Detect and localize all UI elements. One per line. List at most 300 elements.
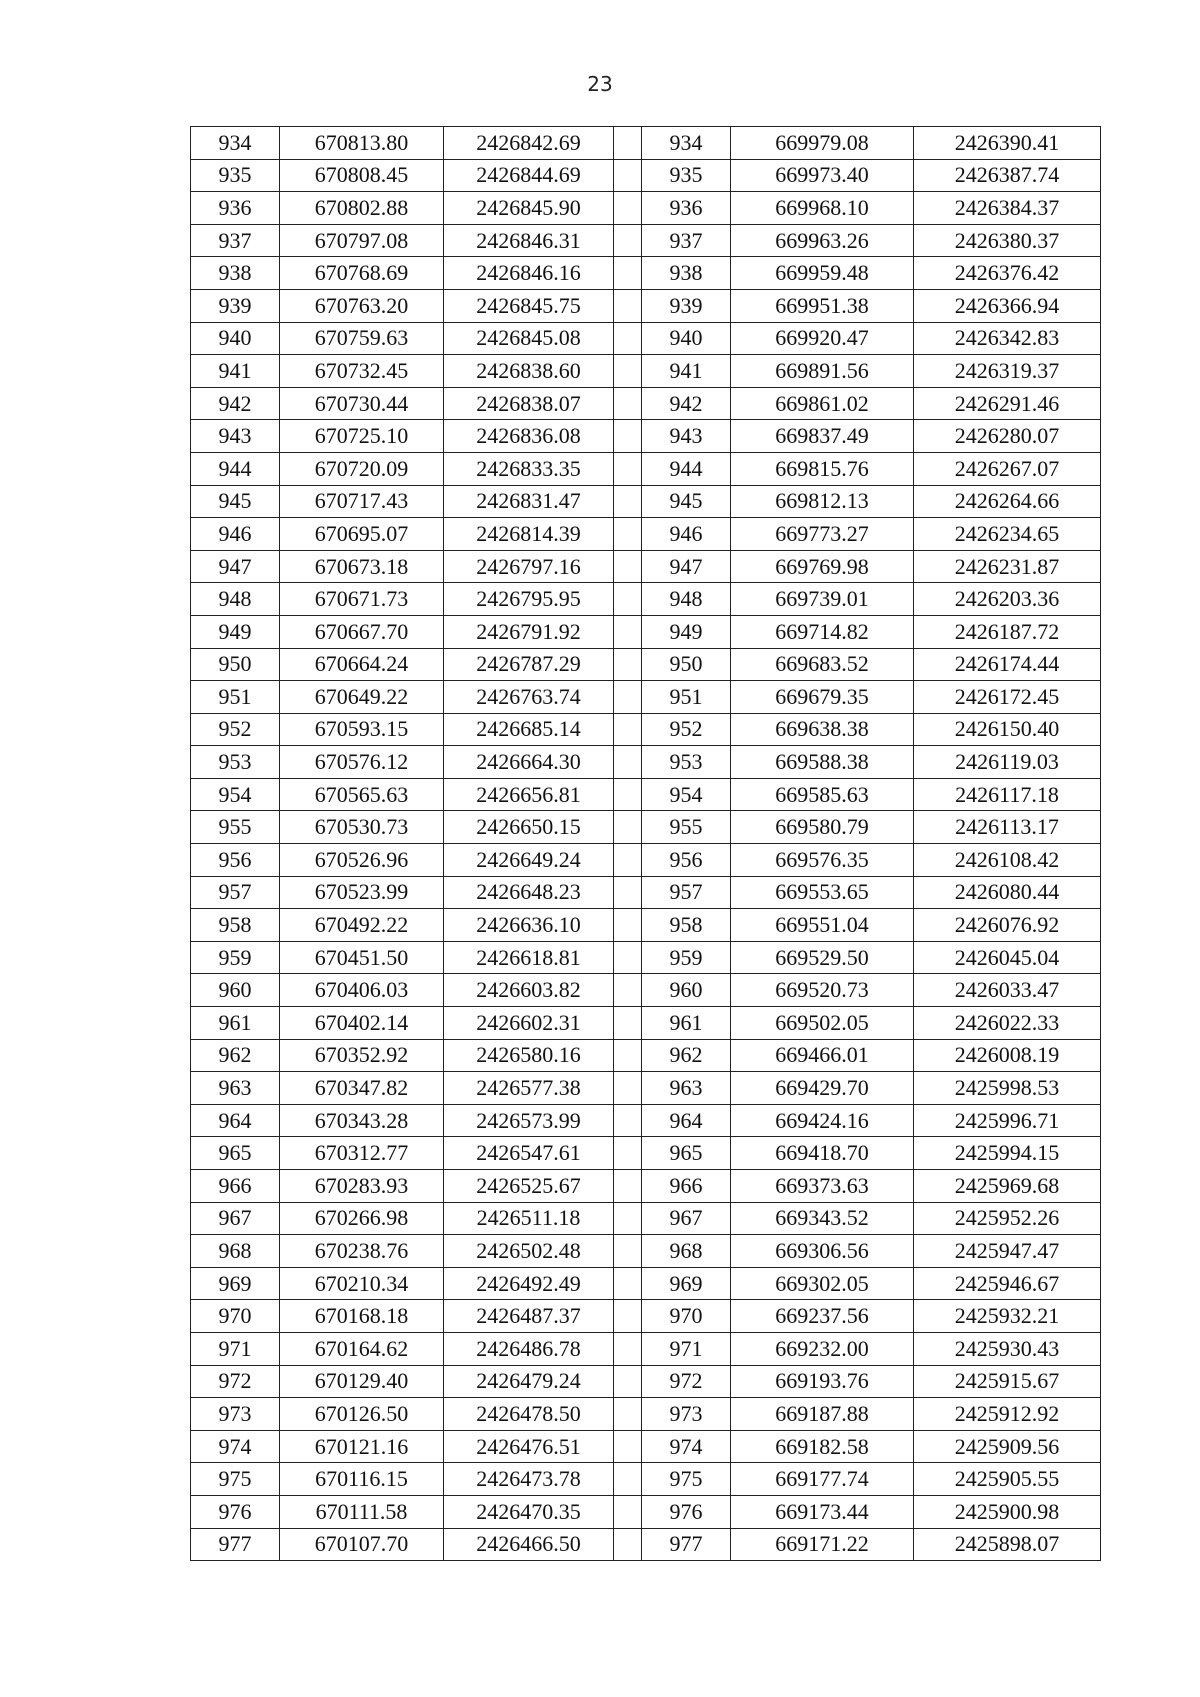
table-row bbox=[191, 876, 1101, 909]
left-point-id: 950 bbox=[191, 648, 280, 681]
left-point-id: 957 bbox=[191, 876, 280, 909]
right-y-coordinate: 2426231.87 bbox=[914, 550, 1101, 583]
page-number: 23 bbox=[587, 72, 613, 96]
left-x-coordinate: 670526.96 bbox=[280, 844, 444, 877]
table-row bbox=[191, 1104, 1101, 1137]
left-point-id: 943 bbox=[191, 420, 280, 453]
left-point-id: 954 bbox=[191, 778, 280, 811]
right-point-id: 954 bbox=[642, 778, 731, 811]
right-x-coordinate: 669812.13 bbox=[731, 485, 914, 518]
left-x-coordinate: 670129.40 bbox=[280, 1365, 444, 1398]
right-x-coordinate: 669502.05 bbox=[731, 1007, 914, 1040]
right-y-coordinate: 2425946.67 bbox=[914, 1267, 1101, 1300]
left-point-id: 963 bbox=[191, 1072, 280, 1105]
spacer-cell bbox=[614, 192, 642, 225]
right-y-coordinate: 2425947.47 bbox=[914, 1235, 1101, 1268]
spacer-cell bbox=[614, 1300, 642, 1333]
spacer-cell bbox=[614, 876, 642, 909]
right-y-coordinate: 2426280.07 bbox=[914, 420, 1101, 453]
left-point-id: 958 bbox=[191, 909, 280, 942]
right-y-coordinate: 2426117.18 bbox=[914, 778, 1101, 811]
left-point-id: 953 bbox=[191, 746, 280, 779]
left-y-coordinate: 2426511.18 bbox=[444, 1202, 614, 1235]
right-point-id: 966 bbox=[642, 1170, 731, 1203]
right-point-id: 976 bbox=[642, 1495, 731, 1528]
right-point-id: 972 bbox=[642, 1365, 731, 1398]
left-y-coordinate: 2426844.69 bbox=[444, 159, 614, 192]
table-row bbox=[191, 681, 1101, 714]
right-y-coordinate: 2425952.26 bbox=[914, 1202, 1101, 1235]
spacer-cell bbox=[614, 1528, 642, 1561]
right-y-coordinate: 2426033.47 bbox=[914, 974, 1101, 1007]
table-row bbox=[191, 355, 1101, 388]
spacer-cell bbox=[614, 681, 642, 714]
left-y-coordinate: 2426685.14 bbox=[444, 713, 614, 746]
left-y-coordinate: 2426580.16 bbox=[444, 1039, 614, 1072]
left-point-id: 974 bbox=[191, 1430, 280, 1463]
table-row bbox=[191, 1463, 1101, 1496]
spacer-cell bbox=[614, 257, 642, 290]
right-x-coordinate: 669959.48 bbox=[731, 257, 914, 290]
left-point-id: 949 bbox=[191, 615, 280, 648]
right-x-coordinate: 669306.56 bbox=[731, 1235, 914, 1268]
left-y-coordinate: 2426478.50 bbox=[444, 1398, 614, 1431]
left-y-coordinate: 2426763.74 bbox=[444, 681, 614, 714]
right-y-coordinate: 2425898.07 bbox=[914, 1528, 1101, 1561]
right-point-id: 964 bbox=[642, 1104, 731, 1137]
left-y-coordinate: 2426473.78 bbox=[444, 1463, 614, 1496]
left-y-coordinate: 2426649.24 bbox=[444, 844, 614, 877]
left-point-id: 965 bbox=[191, 1137, 280, 1170]
spacer-cell bbox=[614, 583, 642, 616]
spacer-cell bbox=[614, 550, 642, 583]
table-row bbox=[191, 1430, 1101, 1463]
table-row bbox=[191, 159, 1101, 192]
right-x-coordinate: 669553.65 bbox=[731, 876, 914, 909]
right-y-coordinate: 2426113.17 bbox=[914, 811, 1101, 844]
left-x-coordinate: 670732.45 bbox=[280, 355, 444, 388]
left-y-coordinate: 2426476.51 bbox=[444, 1430, 614, 1463]
table-row bbox=[191, 1170, 1101, 1203]
left-point-id: 977 bbox=[191, 1528, 280, 1561]
right-point-id: 942 bbox=[642, 387, 731, 420]
spacer-cell bbox=[614, 1007, 642, 1040]
right-x-coordinate: 669963.26 bbox=[731, 224, 914, 257]
right-point-id: 974 bbox=[642, 1430, 731, 1463]
right-point-id: 953 bbox=[642, 746, 731, 779]
right-y-coordinate: 2425998.53 bbox=[914, 1072, 1101, 1105]
right-x-coordinate: 669529.50 bbox=[731, 941, 914, 974]
table-row bbox=[191, 1398, 1101, 1431]
table-row bbox=[191, 485, 1101, 518]
left-x-coordinate: 670107.70 bbox=[280, 1528, 444, 1561]
right-y-coordinate: 2425932.21 bbox=[914, 1300, 1101, 1333]
table-row bbox=[191, 648, 1101, 681]
left-x-coordinate: 670671.73 bbox=[280, 583, 444, 616]
table-row bbox=[191, 1072, 1101, 1105]
right-y-coordinate: 2425996.71 bbox=[914, 1104, 1101, 1137]
table-row bbox=[191, 909, 1101, 942]
spacer-cell bbox=[614, 387, 642, 420]
left-y-coordinate: 2426838.07 bbox=[444, 387, 614, 420]
left-point-id: 971 bbox=[191, 1332, 280, 1365]
spacer-cell bbox=[614, 1267, 642, 1300]
left-point-id: 969 bbox=[191, 1267, 280, 1300]
right-x-coordinate: 669968.10 bbox=[731, 192, 914, 225]
right-point-id: 939 bbox=[642, 289, 731, 322]
spacer-cell bbox=[614, 844, 642, 877]
spacer-cell bbox=[614, 1430, 642, 1463]
spacer-cell bbox=[614, 615, 642, 648]
spacer-cell bbox=[614, 518, 642, 551]
left-y-coordinate: 2426836.08 bbox=[444, 420, 614, 453]
right-point-id: 945 bbox=[642, 485, 731, 518]
left-y-coordinate: 2426814.39 bbox=[444, 518, 614, 551]
left-point-id: 939 bbox=[191, 289, 280, 322]
right-x-coordinate: 669373.63 bbox=[731, 1170, 914, 1203]
left-point-id: 942 bbox=[191, 387, 280, 420]
right-y-coordinate: 2426108.42 bbox=[914, 844, 1101, 877]
right-x-coordinate: 669302.05 bbox=[731, 1267, 914, 1300]
spacer-cell bbox=[614, 289, 642, 322]
left-x-coordinate: 670283.93 bbox=[280, 1170, 444, 1203]
right-point-id: 960 bbox=[642, 974, 731, 1007]
right-y-coordinate: 2426390.41 bbox=[914, 127, 1101, 160]
left-point-id: 967 bbox=[191, 1202, 280, 1235]
spacer-cell bbox=[614, 127, 642, 160]
spacer-cell bbox=[614, 1332, 642, 1365]
left-x-coordinate: 670238.76 bbox=[280, 1235, 444, 1268]
spacer-cell bbox=[614, 746, 642, 779]
left-x-coordinate: 670530.73 bbox=[280, 811, 444, 844]
left-x-coordinate: 670111.58 bbox=[280, 1495, 444, 1528]
right-x-coordinate: 669171.22 bbox=[731, 1528, 914, 1561]
right-point-id: 955 bbox=[642, 811, 731, 844]
left-x-coordinate: 670649.22 bbox=[280, 681, 444, 714]
right-y-coordinate: 2426267.07 bbox=[914, 452, 1101, 485]
left-x-coordinate: 670797.08 bbox=[280, 224, 444, 257]
left-point-id: 945 bbox=[191, 485, 280, 518]
spacer-cell bbox=[614, 974, 642, 1007]
left-x-coordinate: 670406.03 bbox=[280, 974, 444, 1007]
left-y-coordinate: 2426650.15 bbox=[444, 811, 614, 844]
right-x-coordinate: 669551.04 bbox=[731, 909, 914, 942]
right-y-coordinate: 2426234.65 bbox=[914, 518, 1101, 551]
left-y-coordinate: 2426502.48 bbox=[444, 1235, 614, 1268]
spacer-cell bbox=[614, 1202, 642, 1235]
right-point-id: 941 bbox=[642, 355, 731, 388]
right-x-coordinate: 669979.08 bbox=[731, 127, 914, 160]
left-point-id: 962 bbox=[191, 1039, 280, 1072]
table-row bbox=[191, 322, 1101, 355]
left-y-coordinate: 2426577.38 bbox=[444, 1072, 614, 1105]
spacer-cell bbox=[614, 1235, 642, 1268]
right-point-id: 957 bbox=[642, 876, 731, 909]
left-y-coordinate: 2426618.81 bbox=[444, 941, 614, 974]
left-point-id: 964 bbox=[191, 1104, 280, 1137]
spacer-cell bbox=[614, 1398, 642, 1431]
spacer-cell bbox=[614, 909, 642, 942]
left-point-id: 970 bbox=[191, 1300, 280, 1333]
table-row bbox=[191, 452, 1101, 485]
spacer-cell bbox=[614, 648, 642, 681]
spacer-cell bbox=[614, 1170, 642, 1203]
left-y-coordinate: 2426648.23 bbox=[444, 876, 614, 909]
left-y-coordinate: 2426664.30 bbox=[444, 746, 614, 779]
right-point-id: 938 bbox=[642, 257, 731, 290]
left-x-coordinate: 670576.12 bbox=[280, 746, 444, 779]
right-point-id: 971 bbox=[642, 1332, 731, 1365]
table-row bbox=[191, 615, 1101, 648]
table-row bbox=[191, 1495, 1101, 1528]
right-y-coordinate: 2426342.83 bbox=[914, 322, 1101, 355]
right-x-coordinate: 669679.35 bbox=[731, 681, 914, 714]
left-x-coordinate: 670565.63 bbox=[280, 778, 444, 811]
table-row bbox=[191, 1332, 1101, 1365]
right-x-coordinate: 669193.76 bbox=[731, 1365, 914, 1398]
table-row bbox=[191, 192, 1101, 225]
right-point-id: 946 bbox=[642, 518, 731, 551]
table-row bbox=[191, 1300, 1101, 1333]
right-x-coordinate: 669973.40 bbox=[731, 159, 914, 192]
table-row bbox=[191, 1007, 1101, 1040]
left-x-coordinate: 670720.09 bbox=[280, 452, 444, 485]
right-point-id: 934 bbox=[642, 127, 731, 160]
right-y-coordinate: 2426008.19 bbox=[914, 1039, 1101, 1072]
right-y-coordinate: 2426119.03 bbox=[914, 746, 1101, 779]
right-x-coordinate: 669891.56 bbox=[731, 355, 914, 388]
left-x-coordinate: 670802.88 bbox=[280, 192, 444, 225]
table-row bbox=[191, 257, 1101, 290]
right-y-coordinate: 2426380.37 bbox=[914, 224, 1101, 257]
table-row bbox=[191, 127, 1101, 160]
right-point-id: 958 bbox=[642, 909, 731, 942]
left-y-coordinate: 2426787.29 bbox=[444, 648, 614, 681]
spacer-cell bbox=[614, 941, 642, 974]
left-point-id: 973 bbox=[191, 1398, 280, 1431]
table-row bbox=[191, 1235, 1101, 1268]
left-y-coordinate: 2426547.61 bbox=[444, 1137, 614, 1170]
right-point-id: 944 bbox=[642, 452, 731, 485]
left-point-id: 966 bbox=[191, 1170, 280, 1203]
right-y-coordinate: 2426387.74 bbox=[914, 159, 1101, 192]
left-x-coordinate: 670695.07 bbox=[280, 518, 444, 551]
left-x-coordinate: 670725.10 bbox=[280, 420, 444, 453]
left-y-coordinate: 2426795.95 bbox=[444, 583, 614, 616]
right-y-coordinate: 2426384.37 bbox=[914, 192, 1101, 225]
left-y-coordinate: 2426602.31 bbox=[444, 1007, 614, 1040]
right-point-id: 936 bbox=[642, 192, 731, 225]
right-y-coordinate: 2426203.36 bbox=[914, 583, 1101, 616]
right-x-coordinate: 669861.02 bbox=[731, 387, 914, 420]
spacer-cell bbox=[614, 1039, 642, 1072]
right-x-coordinate: 669466.01 bbox=[731, 1039, 914, 1072]
left-y-coordinate: 2426656.81 bbox=[444, 778, 614, 811]
table-row bbox=[191, 1528, 1101, 1561]
right-point-id: 952 bbox=[642, 713, 731, 746]
right-point-id: 977 bbox=[642, 1528, 731, 1561]
left-x-coordinate: 670347.82 bbox=[280, 1072, 444, 1105]
left-x-coordinate: 670116.15 bbox=[280, 1463, 444, 1496]
spacer-cell bbox=[614, 420, 642, 453]
right-y-coordinate: 2425905.55 bbox=[914, 1463, 1101, 1496]
left-x-coordinate: 670210.34 bbox=[280, 1267, 444, 1300]
left-point-id: 959 bbox=[191, 941, 280, 974]
left-y-coordinate: 2426479.24 bbox=[444, 1365, 614, 1398]
right-point-id: 969 bbox=[642, 1267, 731, 1300]
right-y-coordinate: 2426076.92 bbox=[914, 909, 1101, 942]
left-x-coordinate: 670763.20 bbox=[280, 289, 444, 322]
left-y-coordinate: 2426525.67 bbox=[444, 1170, 614, 1203]
right-y-coordinate: 2426319.37 bbox=[914, 355, 1101, 388]
left-x-coordinate: 670343.28 bbox=[280, 1104, 444, 1137]
right-x-coordinate: 669580.79 bbox=[731, 811, 914, 844]
right-y-coordinate: 2426045.04 bbox=[914, 941, 1101, 974]
right-x-coordinate: 669769.98 bbox=[731, 550, 914, 583]
right-point-id: 950 bbox=[642, 648, 731, 681]
right-point-id: 956 bbox=[642, 844, 731, 877]
right-point-id: 962 bbox=[642, 1039, 731, 1072]
left-x-coordinate: 670717.43 bbox=[280, 485, 444, 518]
right-point-id: 967 bbox=[642, 1202, 731, 1235]
left-y-coordinate: 2426636.10 bbox=[444, 909, 614, 942]
right-point-id: 947 bbox=[642, 550, 731, 583]
right-x-coordinate: 669837.49 bbox=[731, 420, 914, 453]
right-point-id: 961 bbox=[642, 1007, 731, 1040]
table-row bbox=[191, 974, 1101, 1007]
right-point-id: 940 bbox=[642, 322, 731, 355]
right-x-coordinate: 669920.47 bbox=[731, 322, 914, 355]
right-point-id: 963 bbox=[642, 1072, 731, 1105]
spacer-cell bbox=[614, 485, 642, 518]
left-y-coordinate: 2426791.92 bbox=[444, 615, 614, 648]
left-y-coordinate: 2426831.47 bbox=[444, 485, 614, 518]
left-point-id: 951 bbox=[191, 681, 280, 714]
left-y-coordinate: 2426846.31 bbox=[444, 224, 614, 257]
spacer-cell bbox=[614, 713, 642, 746]
left-point-id: 937 bbox=[191, 224, 280, 257]
left-x-coordinate: 670168.18 bbox=[280, 1300, 444, 1333]
right-y-coordinate: 2426291.46 bbox=[914, 387, 1101, 420]
left-point-id: 947 bbox=[191, 550, 280, 583]
right-point-id: 970 bbox=[642, 1300, 731, 1333]
right-point-id: 975 bbox=[642, 1463, 731, 1496]
right-y-coordinate: 2426174.44 bbox=[914, 648, 1101, 681]
table-row bbox=[191, 746, 1101, 779]
spacer-cell bbox=[614, 224, 642, 257]
spacer-cell bbox=[614, 355, 642, 388]
left-x-coordinate: 670492.22 bbox=[280, 909, 444, 942]
table-row bbox=[191, 387, 1101, 420]
right-x-coordinate: 669343.52 bbox=[731, 1202, 914, 1235]
right-y-coordinate: 2426264.66 bbox=[914, 485, 1101, 518]
table-row bbox=[191, 1365, 1101, 1398]
spacer-cell bbox=[614, 1463, 642, 1496]
table-row bbox=[191, 844, 1101, 877]
spacer-cell bbox=[614, 159, 642, 192]
left-point-id: 960 bbox=[191, 974, 280, 1007]
left-y-coordinate: 2426573.99 bbox=[444, 1104, 614, 1137]
right-y-coordinate: 2426187.72 bbox=[914, 615, 1101, 648]
left-y-coordinate: 2426845.75 bbox=[444, 289, 614, 322]
left-x-coordinate: 670451.50 bbox=[280, 941, 444, 974]
left-y-coordinate: 2426487.37 bbox=[444, 1300, 614, 1333]
right-point-id: 965 bbox=[642, 1137, 731, 1170]
left-x-coordinate: 670523.99 bbox=[280, 876, 444, 909]
left-point-id: 944 bbox=[191, 452, 280, 485]
left-x-coordinate: 670664.24 bbox=[280, 648, 444, 681]
left-x-coordinate: 670759.63 bbox=[280, 322, 444, 355]
left-point-id: 934 bbox=[191, 127, 280, 160]
spacer-cell bbox=[614, 452, 642, 485]
table-row bbox=[191, 289, 1101, 322]
right-point-id: 949 bbox=[642, 615, 731, 648]
left-point-id: 941 bbox=[191, 355, 280, 388]
right-y-coordinate: 2425915.67 bbox=[914, 1365, 1101, 1398]
right-y-coordinate: 2426172.45 bbox=[914, 681, 1101, 714]
table-row bbox=[191, 941, 1101, 974]
left-x-coordinate: 670730.44 bbox=[280, 387, 444, 420]
right-y-coordinate: 2426376.42 bbox=[914, 257, 1101, 290]
left-y-coordinate: 2426603.82 bbox=[444, 974, 614, 1007]
right-y-coordinate: 2426366.94 bbox=[914, 289, 1101, 322]
right-y-coordinate: 2425969.68 bbox=[914, 1170, 1101, 1203]
left-point-id: 935 bbox=[191, 159, 280, 192]
right-y-coordinate: 2426150.40 bbox=[914, 713, 1101, 746]
left-point-id: 952 bbox=[191, 713, 280, 746]
left-x-coordinate: 670768.69 bbox=[280, 257, 444, 290]
left-y-coordinate: 2426838.60 bbox=[444, 355, 614, 388]
left-x-coordinate: 670164.62 bbox=[280, 1332, 444, 1365]
table-row bbox=[191, 420, 1101, 453]
spacer-cell bbox=[614, 1137, 642, 1170]
spacer-cell bbox=[614, 778, 642, 811]
right-x-coordinate: 669714.82 bbox=[731, 615, 914, 648]
right-point-id: 937 bbox=[642, 224, 731, 257]
right-y-coordinate: 2425909.56 bbox=[914, 1430, 1101, 1463]
right-x-coordinate: 669418.70 bbox=[731, 1137, 914, 1170]
right-point-id: 959 bbox=[642, 941, 731, 974]
table-row bbox=[191, 1267, 1101, 1300]
spacer-cell bbox=[614, 1495, 642, 1528]
table-row bbox=[191, 1137, 1101, 1170]
right-x-coordinate: 669739.01 bbox=[731, 583, 914, 616]
right-x-coordinate: 669237.56 bbox=[731, 1300, 914, 1333]
left-x-coordinate: 670673.18 bbox=[280, 550, 444, 583]
table-row bbox=[191, 224, 1101, 257]
left-point-id: 976 bbox=[191, 1495, 280, 1528]
right-y-coordinate: 2426080.44 bbox=[914, 876, 1101, 909]
right-point-id: 968 bbox=[642, 1235, 731, 1268]
right-y-coordinate: 2425912.92 bbox=[914, 1398, 1101, 1431]
left-y-coordinate: 2426842.69 bbox=[444, 127, 614, 160]
left-y-coordinate: 2426492.49 bbox=[444, 1267, 614, 1300]
right-x-coordinate: 669773.27 bbox=[731, 518, 914, 551]
right-x-coordinate: 669424.16 bbox=[731, 1104, 914, 1137]
right-x-coordinate: 669232.00 bbox=[731, 1332, 914, 1365]
right-x-coordinate: 669187.88 bbox=[731, 1398, 914, 1431]
left-x-coordinate: 670593.15 bbox=[280, 713, 444, 746]
left-point-id: 940 bbox=[191, 322, 280, 355]
spacer-cell bbox=[614, 1104, 642, 1137]
left-y-coordinate: 2426833.35 bbox=[444, 452, 614, 485]
spacer-cell bbox=[614, 811, 642, 844]
left-point-id: 961 bbox=[191, 1007, 280, 1040]
left-point-id: 968 bbox=[191, 1235, 280, 1268]
spacer-cell bbox=[614, 1072, 642, 1105]
left-y-coordinate: 2426486.78 bbox=[444, 1332, 614, 1365]
right-x-coordinate: 669177.74 bbox=[731, 1463, 914, 1496]
